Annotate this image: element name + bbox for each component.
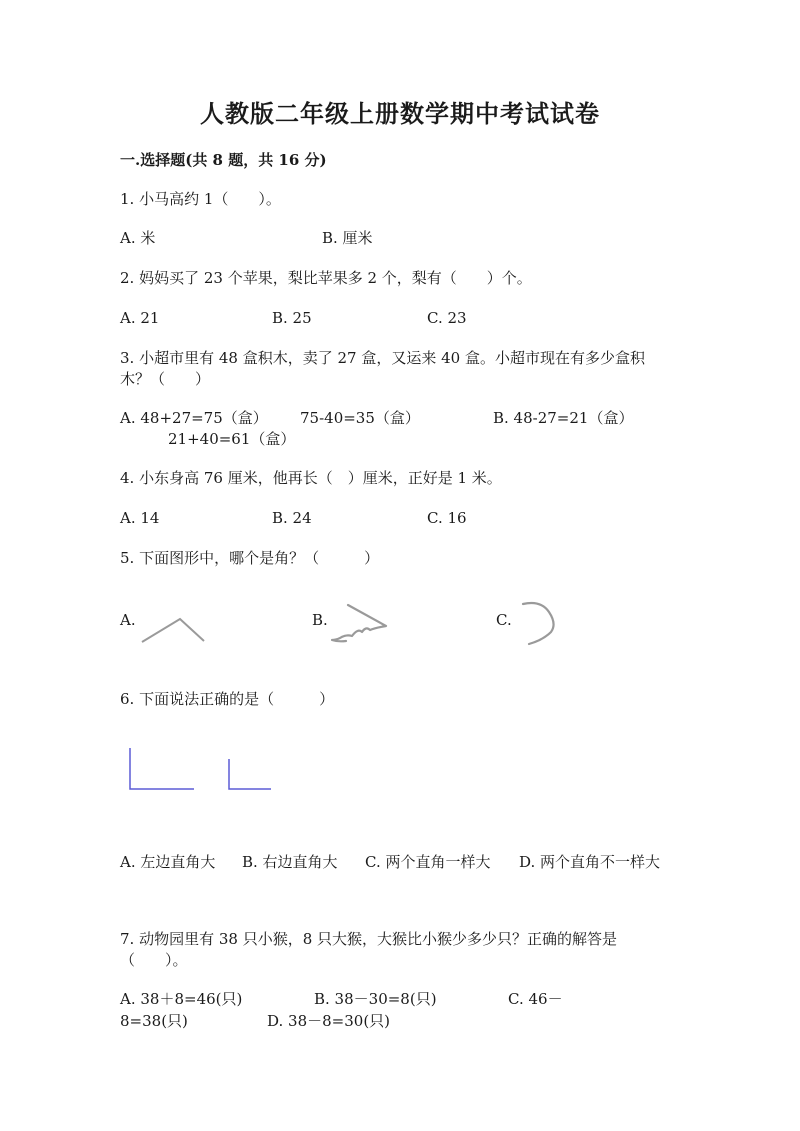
question-5-option-a-label: A. (120, 611, 136, 629)
question-6-option-c: C. 两个直角一样大 (365, 853, 491, 871)
question-5-stem: 5. 下面图形中，哪个是角？（ ） (120, 549, 380, 567)
question-1-option-b: B. 厘米 (322, 229, 373, 247)
question-2-option-b: B. 25 (272, 309, 312, 327)
question-3-stem-line2: 木？（ ） (120, 370, 211, 388)
left-right-angle-figure (128, 746, 198, 792)
question-3-option-b-line2: 21+40=61（盒） (168, 430, 296, 448)
question-7-stem-line2: （ ）。 (120, 951, 188, 969)
question-4-stem: 4. 小东身高 76 厘米，他再长（ ）厘米，正好是 1 米。 (120, 469, 502, 487)
page-title: 人教版二年级上册数学期中考试试卷 (200, 99, 600, 128)
question-3-option-a-line2: 75-40=35（盒） (300, 409, 420, 427)
question-7-option-a: A. 38＋8=46(只) (120, 990, 243, 1008)
question-7-option-b: B. 38－30=8(只) (314, 990, 437, 1008)
question-4-option-a: A. 14 (120, 509, 160, 527)
open-angle-figure (140, 615, 210, 645)
question-4-option-b: B. 24 (272, 509, 312, 527)
question-3-stem-line1: 3. 小超市里有 48 盒积木，卖了 27 盒，又运来 40 盒。小超市现在有多少盒积 (120, 349, 645, 367)
question-7-option-d: D. 38－8=30(只) (267, 1012, 391, 1030)
question-3-option-a-line1: A. 48+27=75（盒） (120, 409, 268, 427)
section-heading: 一.选择题(共 8 题，共 16 分) (120, 151, 327, 169)
question-3-option-b-line1: B. 48-27=21（盒） (493, 409, 634, 427)
question-7-option-c-line2: 8=38(只) (120, 1012, 188, 1030)
curved-line-figure (515, 598, 563, 650)
question-7-stem-line1: 7. 动物园里有 38 只小猴，8 只大猴，大猴比小猴少多少只？正确的解答是 (120, 930, 618, 948)
question-4-option-c: C. 16 (427, 509, 467, 527)
question-1-option-a: A. 米 (120, 229, 156, 247)
question-1-stem: 1. 小马高约 1（ ）。 (120, 190, 281, 208)
question-2-option-a: A. 21 (120, 309, 160, 327)
question-6-stem: 6. 下面说法正确的是（ ） (120, 690, 335, 708)
question-5-option-c-label: C. (496, 611, 512, 629)
question-7-option-c-line1: C. 46－ (508, 990, 563, 1008)
wavy-line-figure (328, 602, 392, 648)
question-6-option-b: B. 右边直角大 (242, 853, 338, 871)
question-6-option-a: A. 左边直角大 (120, 853, 216, 871)
question-6-option-d: D. 两个直角不一样大 (519, 853, 661, 871)
question-5-option-b-label: B. (312, 611, 328, 629)
question-2-stem: 2. 妈妈买了 23 个苹果，梨比苹果多 2 个，梨有（ ）个。 (120, 269, 532, 287)
right-right-angle-figure (227, 757, 275, 791)
question-2-option-c: C. 23 (427, 309, 467, 327)
